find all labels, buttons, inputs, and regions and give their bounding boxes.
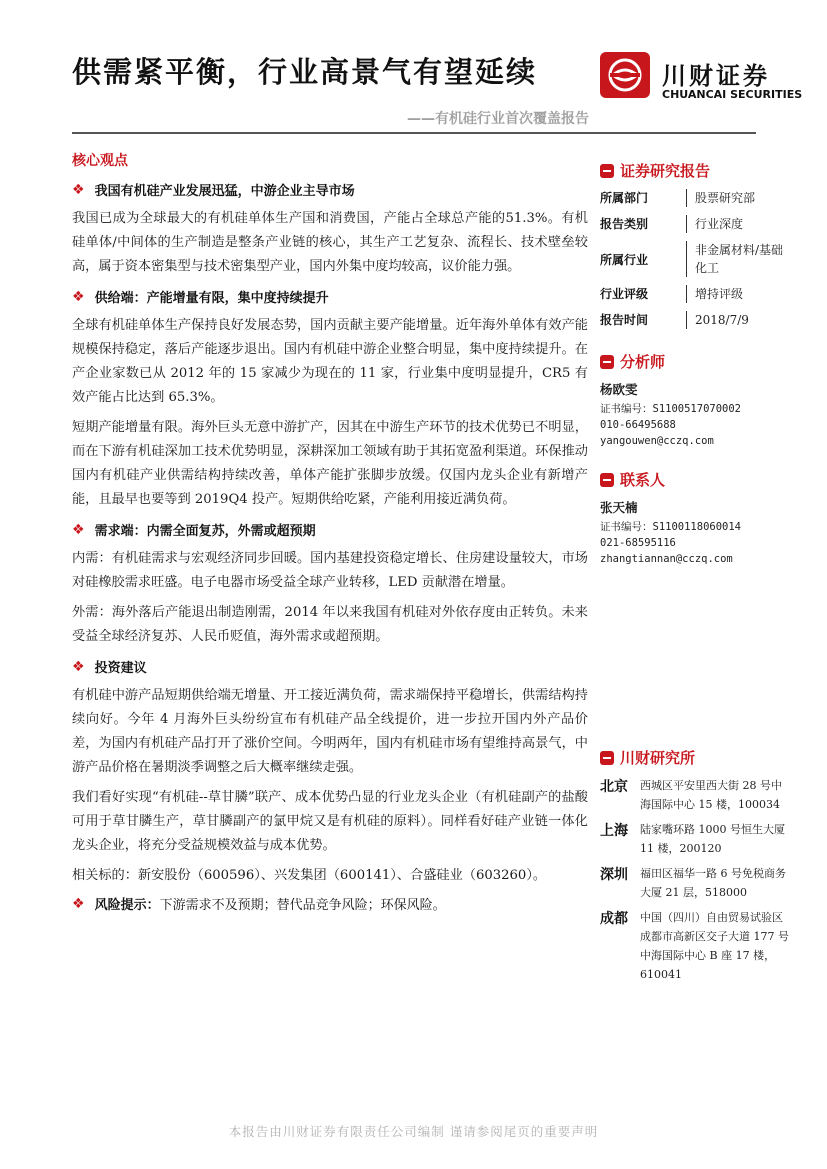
contact-name: 张天楠	[600, 500, 638, 515]
sidebar-heading: 分析师	[600, 351, 790, 372]
risk-title: 风险提示：	[94, 898, 160, 913]
diamond-bullet-icon	[72, 896, 85, 912]
info-row: 所属部门 股票研究部	[600, 189, 790, 207]
sidebar	[600, 160, 790, 990]
sidebar-heading: 证券研究报告	[600, 160, 790, 181]
company-name-cn: 川财证券	[662, 62, 770, 90]
related-stocks: 相关标的：新安股份（600596）、兴发集团（600141）、合盛硅业（603260）。	[72, 868, 547, 883]
main-content	[72, 150, 588, 921]
paragraph: 外需：海外落后产能退出制造刚需，2014 年以来我国有机硅对外依存度由正转负。未来受益全球经济复苏、人民币贬值，海外需求或超预期。	[72, 605, 588, 644]
institute-icon	[600, 751, 614, 765]
analyst-cert: 证书编号：S1100517070002	[600, 403, 742, 415]
contact-cert: 证书编号：S1100118060014	[600, 521, 742, 533]
info-row: 所属行业 非金属材料/基础化工	[600, 241, 790, 277]
report-title: 供需紧平衡，行业高景气有望延续	[72, 55, 538, 89]
paragraph: 短期产能增量有限。海外巨头无意中游扩产，因其在中游生产环节的技术优势已不明显，而在下游有机硅深加工技术优势明显，深耕深加工领域有助于其拓宽盈利渠道。环保推动国内有机硅产业供需结构持续改善，单体产能扩张脚步放缓。仅国内龙头企业有新增产能，且最早也要等到 2019Q4 投产。短期供给吃紧，产能利用接近满负荷。	[72, 420, 588, 507]
section-title: 投资建议	[94, 661, 147, 676]
risk-warning	[72, 894, 588, 913]
contact-icon	[600, 473, 614, 487]
diamond-bullet-icon	[72, 659, 85, 675]
info-row: 报告时间 2018/7/9	[600, 311, 790, 329]
risk-text: 下游需求不及预期；替代品竞争风险；环保风险。	[159, 898, 446, 913]
analyst-name: 杨欧雯	[600, 382, 638, 397]
paragraph: 全球有机硅单体生产保持良好发展态势，国内贡献主要产能增量。近年海外单体有效产能规模保持稳定，落后产能逐步退出。国内有机硅中游企业整合明显，集中度持续提升。在产企业家数已从 2012 年的 15 家减少为现在的 11 家，行业集中度明显提升，CR5 有效产能占比达到 65.3%。	[72, 318, 588, 405]
page-footer: 本报告由川财证券有限责任公司编制 谨请参阅尾页的重要声明	[228, 1124, 599, 1139]
office-entry: 上海 陆家嘴环路 1000 号恒生大厦 11 楼，200120	[600, 823, 785, 855]
diamond-bullet-icon	[72, 289, 85, 305]
paragraph: 内需：有机硅需求与宏观经济同步回暖。国内基建投资稳定增长、住房建设量较大，市场对硅橡胶需求旺盛。电子电器市场受益全球产业转移，LED 贡献潜在增量。	[72, 551, 588, 590]
analyst-icon	[600, 355, 614, 369]
info-row: 报告类别 行业深度	[600, 215, 790, 233]
core-viewpoint-label: 核心观点	[72, 153, 128, 169]
section-title: 供给端：产能增量有限，集中度持续提升	[94, 291, 329, 306]
contact-email[interactable]: zhangtiannan@cczq.com	[600, 553, 733, 565]
office-entry: 深圳 福田区福华一路 6 号免税商务大厦 21 层，518000	[600, 867, 786, 899]
sidebar-heading: 川财研究所	[600, 747, 790, 768]
sidebar-heading: 联系人	[600, 469, 790, 490]
contact-phone: 021-68595116	[600, 537, 676, 549]
section-heading	[72, 520, 588, 539]
office-entry: 北京 西城区平安里西大街 28 号中海国际中心 15 楼，100034	[600, 779, 782, 811]
section-heading	[72, 657, 588, 676]
section-heading	[72, 180, 588, 199]
diamond-bullet-icon	[72, 182, 85, 198]
analyst-phone: 010-66495688	[600, 419, 676, 431]
paragraph: 有机硅中游产品短期供给端无增量、开工接近满负荷，需求端保持平稳增长，供需结构持续向好。今年 4 月海外巨头纷纷宣布有机硅产品全线提价，进一步拉开国内外产品价差，为国内有机硅产品打开了涨价空间。今明两年，国内有机硅市场有望维持高景气，中游产品价格在暑期淡季调整之后大概率继续走强。	[72, 688, 588, 775]
company-logo-icon	[600, 52, 650, 98]
info-row: 行业评级 增持评级	[600, 285, 790, 303]
section-title: 需求端：内需全面复苏，外需或超预期	[94, 524, 316, 539]
company-name-en: CHUANCAI SECURITIES	[662, 88, 803, 101]
diamond-bullet-icon	[72, 522, 85, 538]
report-subtitle: ——有机硅行业首次覆盖报告	[407, 111, 589, 127]
section-heading	[72, 287, 588, 306]
office-entry: 成都 中国（四川）自由贸易试验区成都市高新区交子大道 177 号中海国际中心 B 座 17 楼，610041	[600, 911, 789, 981]
report-icon	[600, 164, 614, 178]
header-divider	[72, 132, 756, 134]
section-title: 我国有机硅产业发展迅猛，中游企业主导市场	[94, 184, 355, 199]
paragraph: 我国已成为全球最大的有机硅单体生产国和消费国，产能占全球总产能的51.3%。有机硅单体/中间体的生产制造是整条产业链的核心，其生产工艺复杂、流程长、技术壁垒较高，属于资本密集型与技术密集型产业，国内外集中度均较高，议价能力强。	[72, 211, 588, 274]
paragraph: 我们看好实现“有机硅--草甘膦”联产、成本优势凸显的行业龙头企业（有机硅副产的盐酸可用于草甘膦生产，草甘膦副产的氯甲烷又是有机硅的原料）。同样看好硅产业链一体化龙头企业，将充分受益规模效益与成本优势。	[72, 790, 588, 853]
analyst-email[interactable]: yangouwen@cczq.com	[600, 435, 714, 447]
